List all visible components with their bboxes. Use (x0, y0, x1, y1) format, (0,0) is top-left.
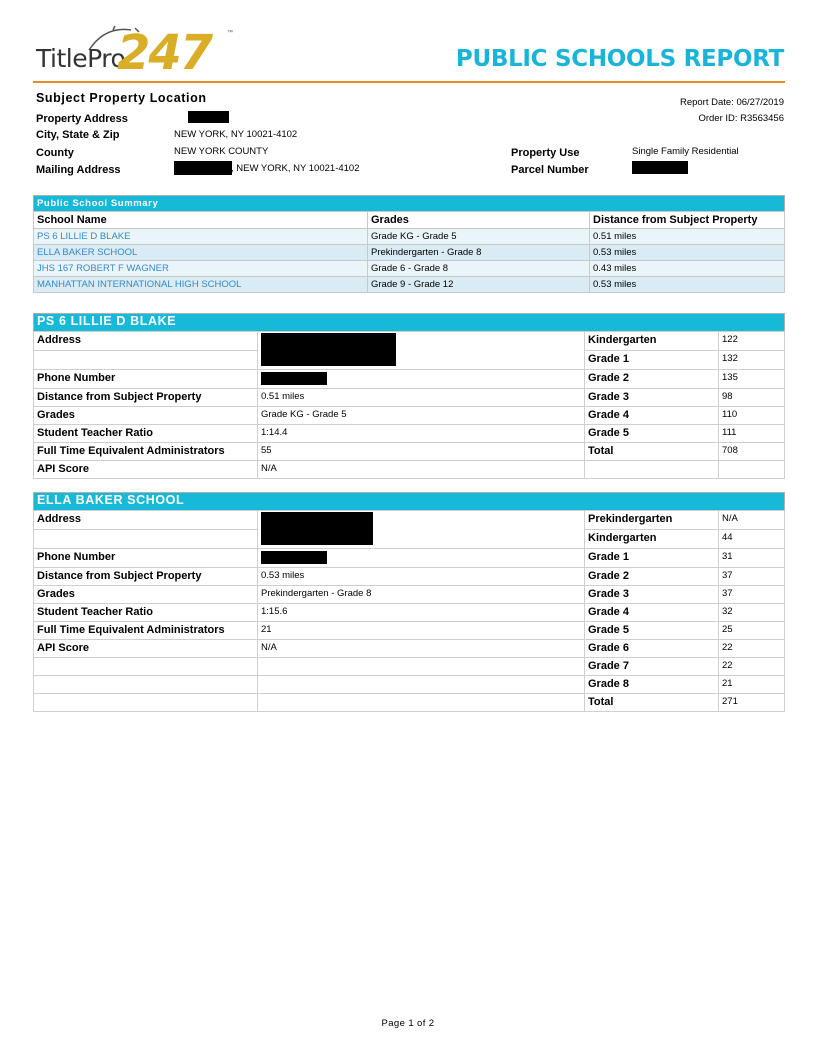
table-row (34, 245, 785, 261)
mailing-label: Mailing Address (36, 164, 121, 176)
table-row (34, 229, 785, 245)
grade-value: 22 (719, 658, 785, 676)
table-row (34, 640, 785, 658)
table-row (34, 622, 785, 640)
field-value: 21 (258, 622, 585, 640)
grade-value: 31 (719, 549, 785, 568)
table-row (34, 658, 785, 676)
field-value (258, 676, 585, 694)
grade-label: Kindergarten (585, 332, 719, 351)
field-label: Student Teacher Ratio (34, 425, 258, 443)
mailing-value: , NEW YORK, NY 10021-4102 (231, 163, 360, 174)
grade-value: 271 (719, 694, 785, 712)
field-value: 55 (258, 443, 585, 461)
logo-text: TitlePro (36, 44, 126, 73)
redacted-address (261, 333, 396, 366)
grade-label: Grade 3 (585, 586, 719, 604)
school-link[interactable]: MANHATTAN INTERNATIONAL HIGH SCHOOL (34, 277, 368, 293)
table-cell: Grade 9 - Grade 12 (368, 277, 590, 293)
grade-value: 122 (719, 332, 785, 351)
table-row (34, 549, 785, 568)
field-value: N/A (258, 640, 585, 658)
table-row (34, 389, 785, 407)
table-row (34, 676, 785, 694)
redacted-mailing-street (174, 161, 232, 175)
school-title: ELLA BAKER SCHOOL (34, 493, 785, 511)
grade-label: Grade 5 (585, 622, 719, 640)
grade-label (585, 461, 719, 479)
parcel-label: Parcel Number (511, 164, 589, 176)
grade-label: Total (585, 694, 719, 712)
grade-label: Grade 5 (585, 425, 719, 443)
field-label (34, 676, 258, 694)
table-cell: 0.43 miles (590, 261, 785, 277)
field-label (34, 658, 258, 676)
field-label: API Score (34, 640, 258, 658)
report-date: Report Date: 06/27/2019 (679, 97, 784, 108)
field-label: API Score (34, 461, 258, 479)
titlepro-logo (33, 22, 243, 81)
report-title: PUBLIC SCHOOLS REPORT (455, 46, 784, 72)
county-value: NEW YORK COUNTY (174, 146, 269, 157)
county-label: County (36, 147, 74, 159)
field-value: Prekindergarten - Grade 8 (258, 586, 585, 604)
table-row (34, 332, 785, 351)
grade-value: N/A (719, 511, 785, 530)
grade-label: Grade 2 (585, 568, 719, 586)
logo-number: 247 (117, 25, 212, 81)
table-row (34, 461, 785, 479)
grade-label: Grade 1 (585, 549, 719, 568)
table-row (34, 604, 785, 622)
table-row (34, 277, 785, 293)
field-value: 1:15.6 (258, 604, 585, 622)
grade-label: Grade 6 (585, 640, 719, 658)
school-link[interactable]: JHS 167 ROBERT F WAGNER (34, 261, 368, 277)
school-link[interactable]: ELLA BAKER SCHOOL (34, 245, 368, 261)
field-label: Phone Number (34, 549, 258, 568)
table-row (34, 511, 785, 530)
table-cell: Grade 6 - Grade 8 (368, 261, 590, 277)
school-link[interactable]: PS 6 LILLIE D BLAKE (34, 229, 368, 245)
summary-header-distance: Distance from Subject Property (590, 212, 785, 229)
grade-label: Grade 7 (585, 658, 719, 676)
subject-section-title: Subject Property Location (36, 91, 207, 105)
summary-title: Public School Summary (34, 196, 785, 212)
order-id: Order ID: R3563456 (698, 113, 784, 124)
field-label: Distance from Subject Property (34, 389, 258, 407)
grade-value: 37 (719, 568, 785, 586)
grade-label: Prekindergarten (585, 511, 719, 530)
field-label: Student Teacher Ratio (34, 604, 258, 622)
field-value: 0.53 miles (258, 568, 585, 586)
address-cell (258, 332, 585, 370)
logo-trademark: ™ (227, 30, 233, 36)
city-value: NEW YORK, NY 10021-4102 (174, 129, 298, 140)
phone-cell (258, 370, 585, 389)
table-row (34, 407, 785, 425)
table-row (34, 586, 785, 604)
summary-header-grades: Grades (368, 212, 590, 229)
address-cell (258, 511, 585, 549)
table-row (34, 425, 785, 443)
table-row (34, 261, 785, 277)
field-label: Address (34, 511, 258, 530)
grade-label: Grade 3 (585, 389, 719, 407)
grade-label: Grade 4 (585, 407, 719, 425)
summary-header-school: School Name (34, 212, 368, 229)
field-value (258, 658, 585, 676)
grade-label: Grade 1 (585, 351, 719, 370)
grade-value: 44 (719, 530, 785, 549)
city-label: City, State & Zip (36, 129, 120, 141)
field-label: Grades (34, 586, 258, 604)
header-divider (33, 81, 785, 83)
grade-value: 22 (719, 640, 785, 658)
table-row (34, 443, 785, 461)
grade-value: 98 (719, 389, 785, 407)
table-row (34, 694, 785, 712)
grade-label: Grade 8 (585, 676, 719, 694)
phone-cell (258, 549, 585, 568)
field-label: Address (34, 332, 258, 351)
grade-value: 37 (719, 586, 785, 604)
grade-label: Grade 4 (585, 604, 719, 622)
redacted-address (261, 512, 373, 545)
redacted-phone (261, 551, 327, 564)
table-cell: Grade KG - Grade 5 (368, 229, 590, 245)
grade-value: 110 (719, 407, 785, 425)
field-value (258, 694, 585, 712)
grade-value: 25 (719, 622, 785, 640)
grade-value (719, 461, 785, 479)
redacted-property-address (188, 111, 229, 123)
field-label: Distance from Subject Property (34, 568, 258, 586)
field-value: Grade KG - Grade 5 (258, 407, 585, 425)
table-cell: 0.51 miles (590, 229, 785, 245)
grade-label: Kindergarten (585, 530, 719, 549)
property-address-label: Property Address (36, 113, 128, 125)
grade-label: Total (585, 443, 719, 461)
grade-value: 132 (719, 351, 785, 370)
grade-value: 111 (719, 425, 785, 443)
school-detail-ps6 (33, 313, 785, 479)
field-label: Grades (34, 407, 258, 425)
school-detail-ella-baker (33, 492, 785, 712)
field-value: N/A (258, 461, 585, 479)
grade-value: 21 (719, 676, 785, 694)
table-row (34, 370, 785, 389)
table-cell: 0.53 miles (590, 245, 785, 261)
redacted-phone (261, 372, 327, 385)
grade-value: 708 (719, 443, 785, 461)
field-label: Full Time Equivalent Administrators (34, 443, 258, 461)
field-label (34, 694, 258, 712)
field-label (34, 530, 258, 549)
page-number: Page 1 of 2 (381, 1018, 435, 1029)
field-label (34, 351, 258, 370)
property-use-value: Single Family Residential (632, 146, 739, 157)
field-value: 0.51 miles (258, 389, 585, 407)
school-summary-table (33, 195, 785, 293)
field-value: 1:14.4 (258, 425, 585, 443)
property-use-label: Property Use (511, 147, 580, 159)
grade-value: 135 (719, 370, 785, 389)
field-label: Full Time Equivalent Administrators (34, 622, 258, 640)
grade-value: 32 (719, 604, 785, 622)
table-row (34, 568, 785, 586)
school-title: PS 6 LILLIE D BLAKE (34, 314, 785, 332)
field-label: Phone Number (34, 370, 258, 389)
table-cell: 0.53 miles (590, 277, 785, 293)
grade-label: Grade 2 (585, 370, 719, 389)
redacted-parcel-number (632, 161, 688, 174)
table-cell: Prekindergarten - Grade 8 (368, 245, 590, 261)
